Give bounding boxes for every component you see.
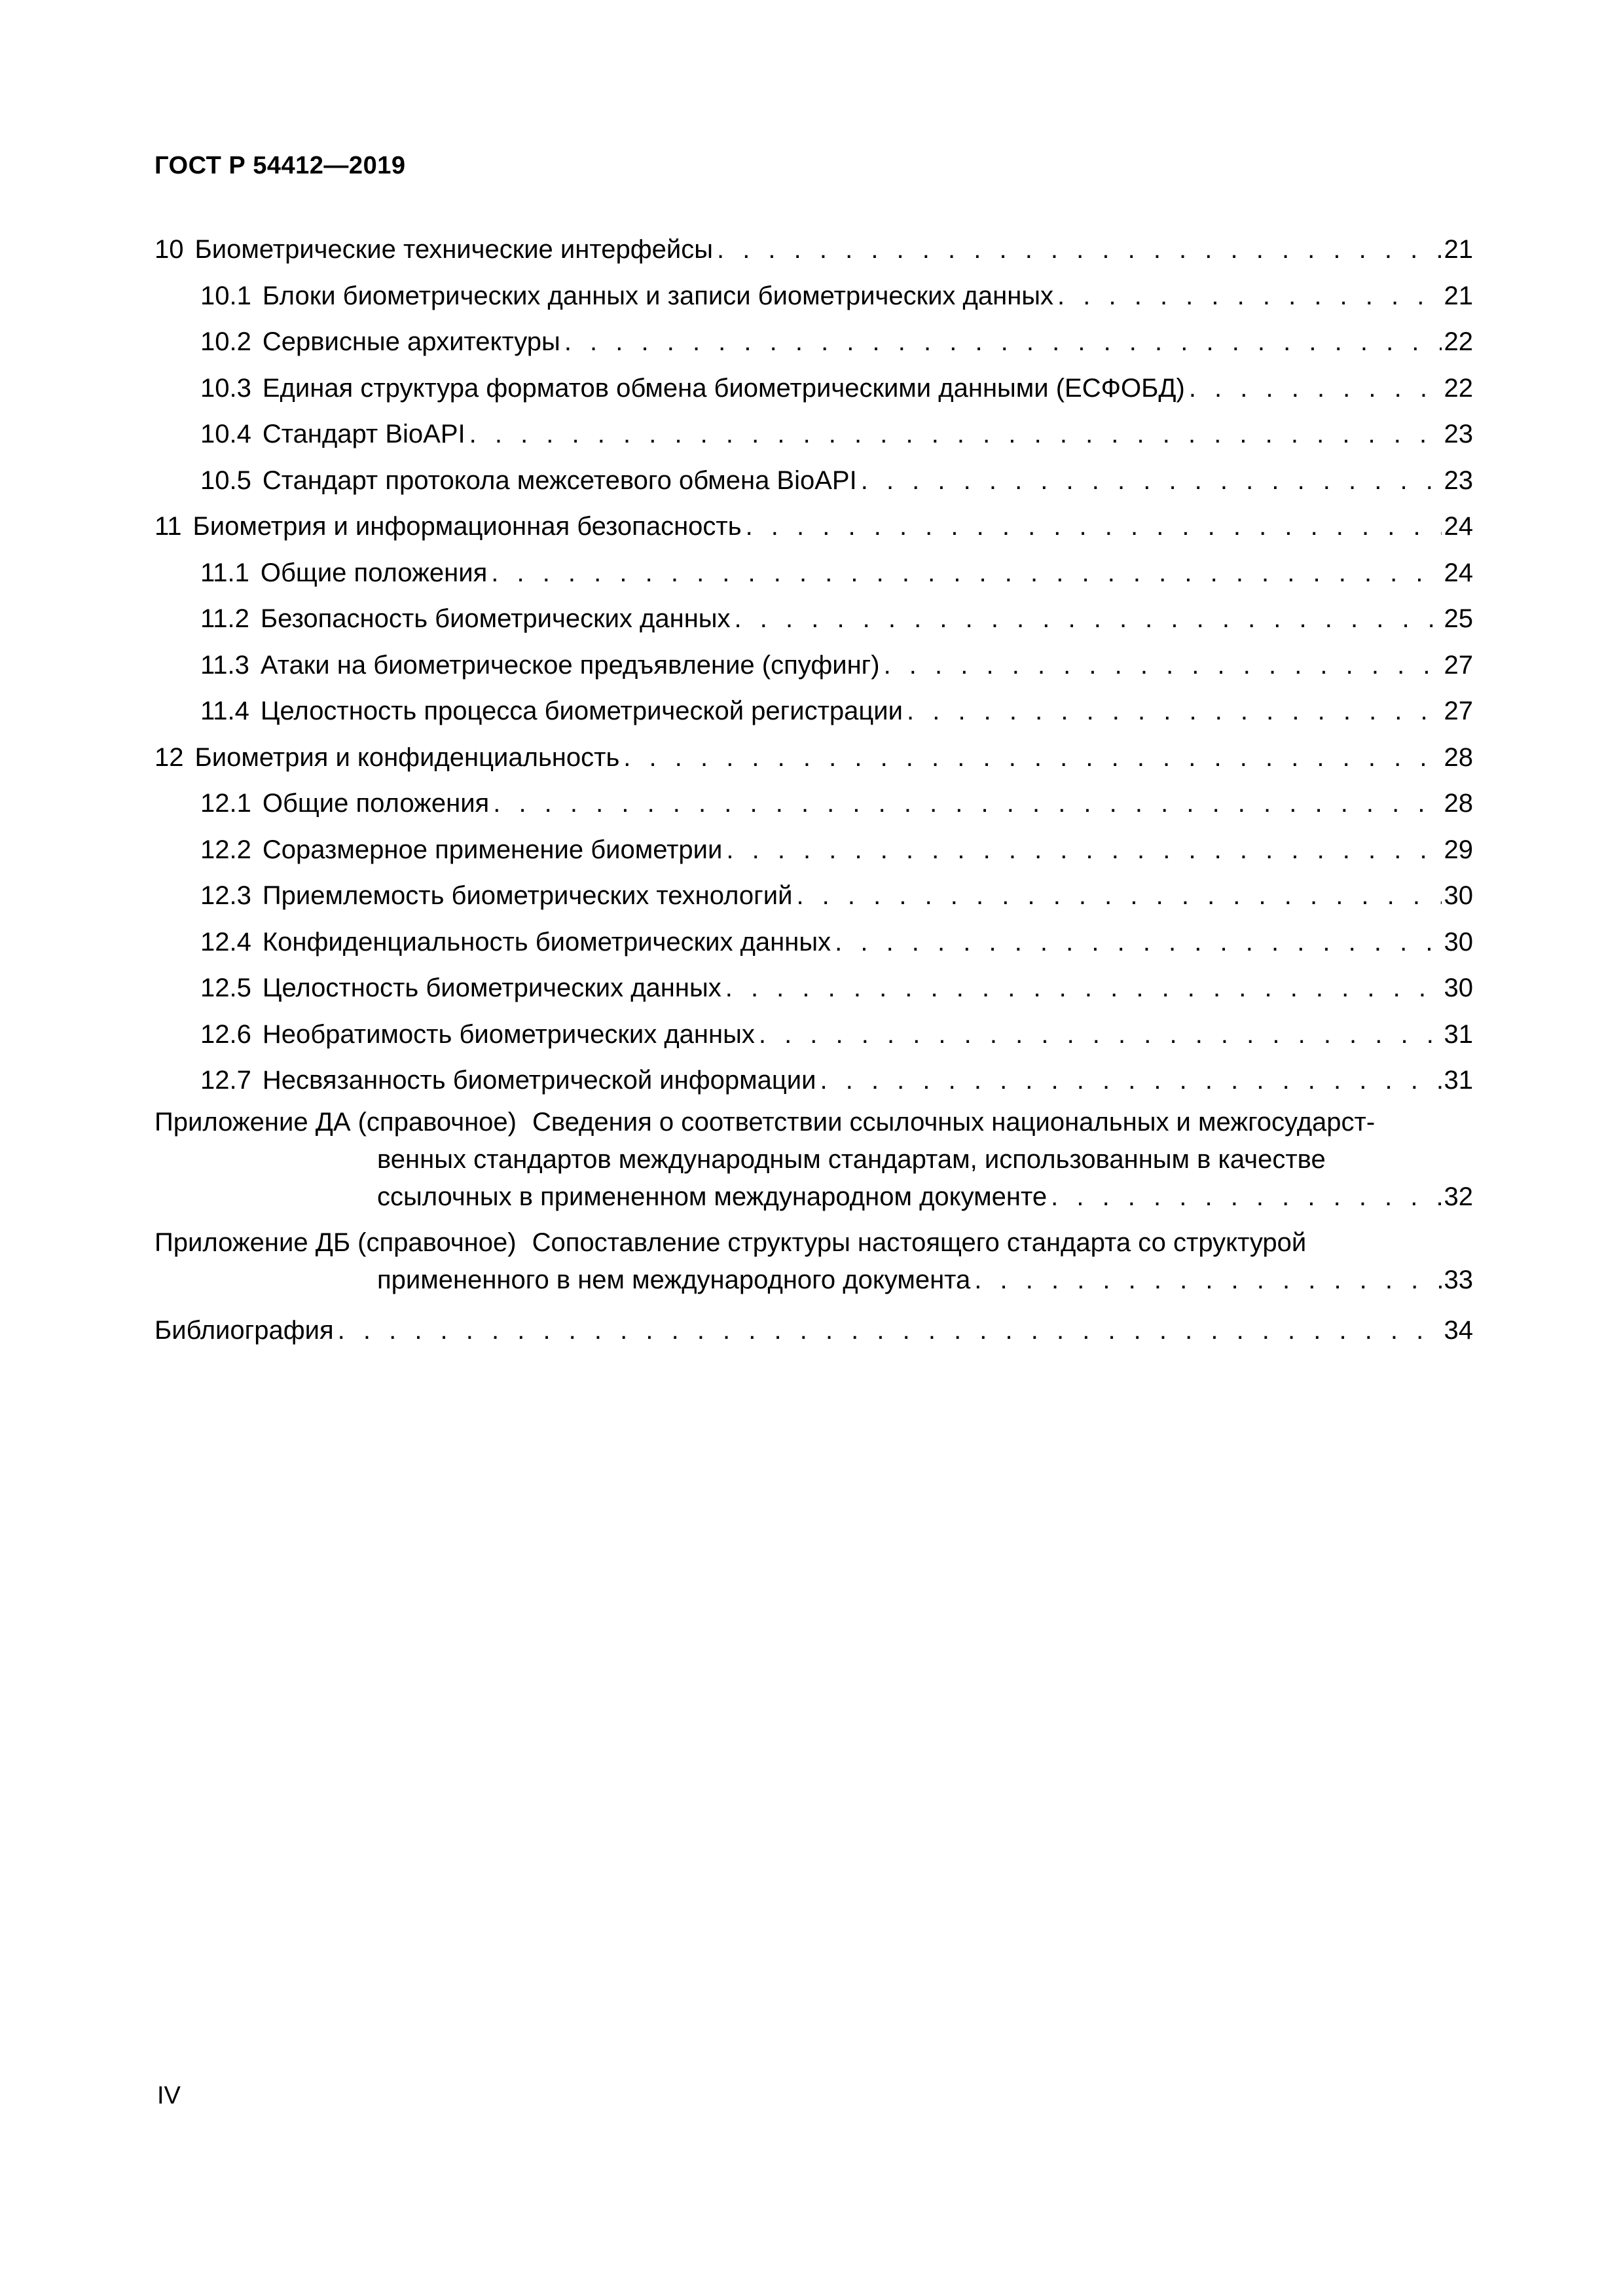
toc-title: Соразмерное применение биометрии: [262, 835, 723, 864]
toc-entry[interactable]: [155, 227, 1473, 273]
toc-page-number: 31: [1444, 1019, 1473, 1049]
dot-leader: [884, 642, 1442, 689]
toc-title: Безопасность биометрических данных: [260, 604, 731, 633]
toc-section-number: 12.6: [200, 1019, 251, 1049]
dot-leader: [974, 1262, 1441, 1299]
toc-section-number: 11.2: [200, 604, 249, 633]
toc-entries: [155, 227, 1473, 1104]
toc-page-number: 27: [1444, 650, 1473, 680]
annex-title-line: Сопоставление структуры настоящего стандарта со структурой: [532, 1228, 1307, 1257]
toc-entry[interactable]: [155, 735, 1473, 781]
toc-section-number: 10.5: [200, 465, 251, 495]
toc-page-number: 21: [1444, 235, 1473, 264]
toc-entry[interactable]: [155, 411, 1473, 458]
dot-leader: [907, 688, 1442, 735]
toc-title: Стандарт протокола межсетевого обмена BioAPI: [262, 465, 857, 495]
toc-entry[interactable]: [155, 319, 1473, 365]
toc-entry[interactable]: [155, 503, 1473, 550]
dot-leader: [759, 1011, 1442, 1058]
toc-entry[interactable]: [155, 827, 1473, 873]
toc-entry[interactable]: [155, 688, 1473, 735]
toc-title: Конфиденциальность биометрических данных: [262, 927, 831, 957]
toc-section-number: 11.4: [200, 697, 249, 725]
annex-title-line: венных стандартов международным стандартам, использованным в качестве: [377, 1144, 1326, 1174]
dot-leader: [835, 919, 1441, 966]
toc-page-number: 32: [1444, 1182, 1473, 1211]
toc-entry[interactable]: [155, 873, 1473, 919]
toc-entry[interactable]: [155, 596, 1473, 642]
dot-leader: [717, 227, 1442, 273]
toc-section-number: 11.3: [200, 650, 249, 680]
toc-page-number: 21: [1444, 281, 1473, 310]
toc-entry[interactable]: [155, 458, 1473, 504]
toc-bibliography[interactable]: [155, 1307, 1473, 1354]
toc-entry[interactable]: [155, 365, 1473, 412]
toc-entry[interactable]: [155, 550, 1473, 596]
toc-page-number: 25: [1444, 604, 1473, 633]
toc-page-number: 23: [1444, 420, 1473, 448]
dot-leader: [469, 411, 1442, 458]
dot-leader: [1189, 365, 1442, 412]
toc-title: Целостность биометрических данных: [262, 974, 721, 1002]
dot-leader: [796, 873, 1441, 919]
dot-leader: [338, 1307, 1442, 1354]
toc-entry[interactable]: [155, 965, 1473, 1011]
toc-title: Общие положения: [260, 558, 488, 587]
toc-entry[interactable]: [155, 919, 1473, 966]
dot-leader: [861, 458, 1442, 504]
dot-leader: [726, 827, 1441, 873]
toc-annex-db[interactable]: [155, 1224, 1473, 1299]
toc-entry[interactable]: [155, 1057, 1473, 1104]
toc-page-number: 27: [1444, 697, 1473, 725]
table-of-contents: [155, 227, 1473, 1353]
toc-title: Целостность процесса биометрической регистрации: [260, 697, 903, 725]
toc-title: Несвязанность биометрической информации: [262, 1066, 816, 1095]
annex-label: Приложение ДА (справочное): [155, 1107, 517, 1137]
dot-leader: [493, 780, 1441, 827]
toc-page-number: 28: [1444, 742, 1473, 772]
toc-page-number: 23: [1444, 465, 1473, 495]
toc-section-number: 12.7: [200, 1066, 251, 1095]
toc-section-number: 10: [155, 235, 184, 264]
dot-leader: [735, 596, 1442, 642]
toc-section-number: 12.1: [200, 789, 251, 818]
dot-leader: [1051, 1178, 1441, 1216]
page-number-footer: IV: [157, 2082, 181, 2109]
toc-page-number: 34: [1444, 1315, 1473, 1345]
dot-leader: [746, 503, 1442, 550]
annex-title-line: ссылочных в примененном международном документе: [377, 1182, 1048, 1211]
toc-title: Единая структура форматов обмена биометрическими данными (ЕСФОБД): [262, 373, 1185, 403]
toc-annex-da[interactable]: [155, 1104, 1473, 1216]
document-header: ГОСТ Р 54412—2019: [155, 152, 406, 179]
toc-title: Стандарт BioAPI: [262, 420, 465, 448]
toc-title: Биометрия и конфиденциальность: [194, 742, 620, 772]
toc-page-number: 22: [1444, 373, 1473, 403]
toc-title: Блоки биометрических данных и записи биометрических данных: [262, 281, 1054, 310]
toc-entry[interactable]: [155, 273, 1473, 319]
toc-title: Биометрические технические интерфейсы: [194, 235, 713, 264]
toc-page-number: 29: [1444, 835, 1473, 864]
toc-section-number: 12.4: [200, 927, 251, 957]
toc-title: Атаки на биометрическое предъявление (спуфинг): [260, 650, 880, 680]
dot-leader: [564, 319, 1442, 365]
toc-page-number: 24: [1444, 558, 1473, 587]
dot-leader: [725, 965, 1442, 1011]
toc-title: Приемлемость биометрических технологий: [262, 881, 793, 910]
toc-title: Необратимость биометрических данных: [262, 1019, 755, 1049]
toc-title: Библиография: [155, 1315, 334, 1345]
toc-section-number: 12.3: [200, 881, 251, 910]
toc-page-number: 22: [1444, 327, 1473, 356]
annex-title-line: примененного в нем международного документа: [377, 1265, 971, 1294]
toc-page-number: 31: [1444, 1066, 1473, 1095]
toc-section-number: 12.5: [200, 974, 251, 1002]
toc-section-number: 10.1: [200, 281, 251, 310]
toc-entry[interactable]: [155, 780, 1473, 827]
toc-title: Общие положения: [262, 789, 490, 818]
toc-page-number: 30: [1444, 881, 1473, 910]
dot-leader: [1057, 273, 1441, 319]
toc-title: Биометрия и информационная безопасность: [192, 512, 742, 541]
toc-entry[interactable]: [155, 642, 1473, 689]
dot-leader: [623, 735, 1441, 781]
toc-page-number: 28: [1444, 789, 1473, 818]
toc-page-number: 30: [1444, 974, 1473, 1002]
toc-section-number: 10.4: [200, 420, 251, 448]
toc-section-number: 12.2: [200, 835, 251, 864]
toc-page-number: 24: [1444, 512, 1473, 541]
toc-page-number: 33: [1444, 1265, 1473, 1294]
toc-section-number: 11: [155, 512, 182, 541]
dot-leader: [820, 1057, 1441, 1104]
toc-section-number: 11.1: [200, 558, 249, 587]
toc-page-number: 30: [1444, 927, 1473, 957]
annex-label: Приложение ДБ (справочное): [155, 1228, 517, 1257]
toc-section-number: 10.2: [200, 327, 251, 356]
toc-section-number: 10.3: [200, 373, 251, 403]
toc-section-number: 12: [155, 742, 184, 772]
dot-leader: [491, 550, 1441, 596]
toc-title: Сервисные архитектуры: [262, 327, 560, 356]
annex-title-line: Сведения о соответствии ссылочных национальных и межгосударст-: [532, 1107, 1376, 1137]
toc-entry[interactable]: [155, 1011, 1473, 1058]
